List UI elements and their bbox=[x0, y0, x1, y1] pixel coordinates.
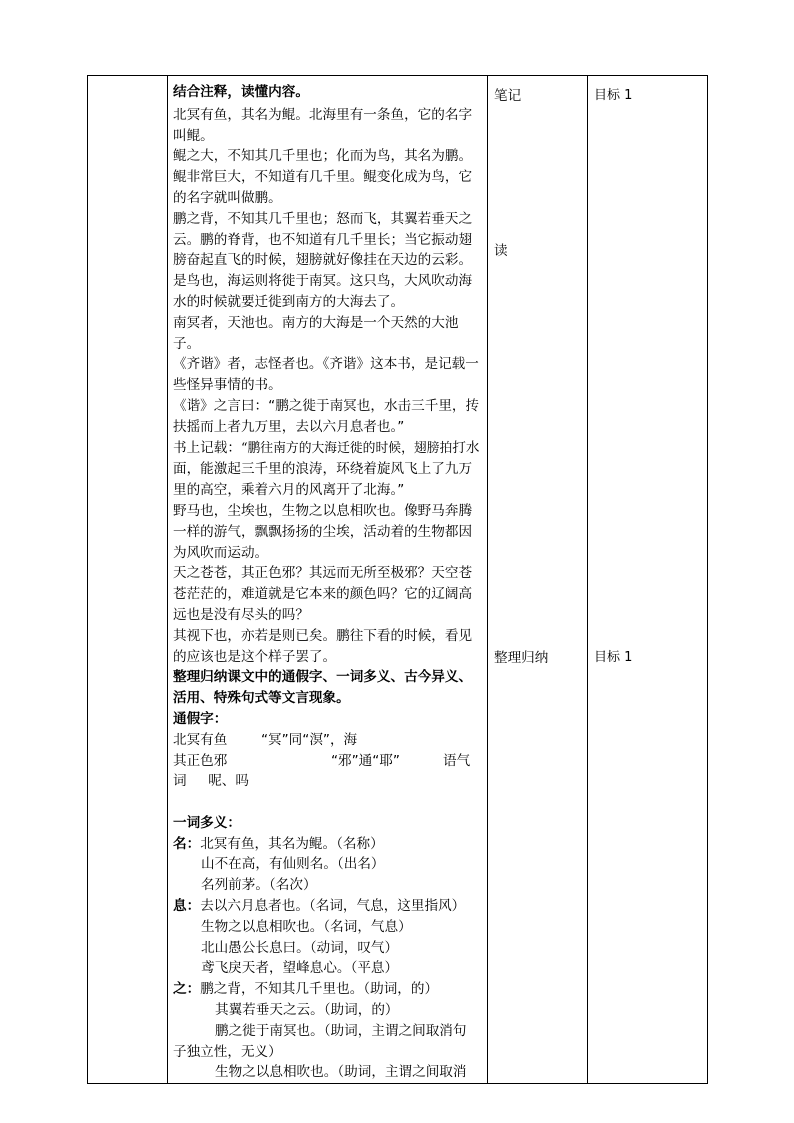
yici-line: 鹏之背，不知其几千里也。（助词，的） bbox=[200, 981, 439, 998]
yici-entry bbox=[173, 896, 483, 917]
paragraph: 其视下也，亦若是则已矣。鹏往下看的时候，看见的应该也是这个样子罢了。 bbox=[173, 627, 473, 665]
paragraph: 是鸟也，海运则将徙于南冥。这只鸟，大风吹动海水的时候就要迁徙到南方的大海去了。 bbox=[173, 273, 473, 310]
paragraph: 天之苍苍，其正色邪？其远而无所至极邪？天空苍苍茫茫的，难道就是它本来的颜色吗？它的辽阔高远也是没有尽头的吗？ bbox=[173, 565, 473, 623]
paragraph: 野马也，尘埃也，生物之以息相吹也。像野马奔腾一样的游气，飘飘扬扬的尘埃，活动着的生物都因为风吹而运动。 bbox=[173, 502, 473, 561]
quote-prefix: 书上记载： bbox=[173, 439, 241, 456]
quote-text: “鹏往南方的大海迁徙的时候，翅膀拍 bbox=[240, 440, 453, 456]
heading-read: 结合注释，读懂内容。 bbox=[173, 84, 309, 100]
paragraph: 鹏之背，不知其几千里也；怒而飞，其翼若垂天之云。鹏的脊背，也不知道有几千里长；当它振动翅膀奋起直飞的时候，翅膀就好像挂在天边的云彩。 bbox=[173, 210, 473, 269]
paragraph-quote bbox=[173, 438, 483, 501]
yici-line: 北山愚公长息曰。（动词，叹气） bbox=[201, 939, 399, 956]
heading-summary: 整理归纳课文中的通假字、一词多义、古今异义、活用、特殊句式等文言现象。 bbox=[173, 669, 473, 707]
goal-column bbox=[588, 76, 708, 1084]
label-notes: 笔记 bbox=[494, 88, 522, 104]
label-read: 读 bbox=[494, 243, 508, 259]
content-column bbox=[168, 76, 488, 1084]
yici-line: 鹏之徙于南冥也。（助词，主谓之间取消句 bbox=[215, 1022, 467, 1039]
yici-line: 生物之以息相吹也。（助词，主谓之间取消 bbox=[215, 1064, 467, 1081]
yici-line: 其翼若垂天之云。（助词，的） bbox=[215, 1002, 399, 1019]
activity-column bbox=[488, 76, 588, 1084]
yici-line: 北冥有鱼，其名为鲲。（名称） bbox=[200, 835, 384, 852]
label-summarize: 整理归纳 bbox=[494, 650, 549, 666]
yici-line: 去以六月息者也。（名词，气息，这里指风） bbox=[200, 898, 466, 915]
lesson-plan-table bbox=[87, 75, 708, 1084]
yici-head: 息： bbox=[173, 898, 201, 915]
yici-head: 名： bbox=[173, 835, 201, 852]
paragraph: 《齐谐》者，志怪者也。《齐谐》这本书，是记载一些怪异事情的书。 bbox=[173, 356, 479, 394]
blank-line bbox=[173, 792, 483, 813]
paragraph: 北冥有鱼，其名为鲲。北海里有一条鱼，它的名字叫鲲。 bbox=[173, 106, 473, 144]
tongjia-row bbox=[173, 730, 483, 751]
paragraph: 南冥者，天池也。南方的大海是一个天然的大池子。 bbox=[173, 314, 459, 352]
empty-first-column bbox=[88, 76, 168, 1084]
tongjia-note: “冥”同“溟”，海 bbox=[261, 731, 358, 748]
paragraph: 《谐》之言曰：“鹏之徙于南冥也，水击三千里，抟扶摇而上者九万里，去以六月息者也。” bbox=[173, 397, 480, 435]
tongjia-word: 其正色邪 bbox=[173, 752, 228, 769]
tongjia-title: 通假字： bbox=[173, 710, 228, 727]
yici-line: 名列前茅。（名次） bbox=[201, 877, 317, 894]
tongjia-row bbox=[173, 751, 483, 772]
yici-head: 之： bbox=[173, 981, 201, 998]
yici-entry bbox=[173, 979, 483, 1000]
tongjia-word: 北冥有鱼 bbox=[173, 731, 228, 748]
tongjia-continuation: 词 呢、吗 bbox=[173, 773, 249, 790]
yici-title: 一词多义： bbox=[173, 814, 241, 831]
yici-line: 子独立性，无义） bbox=[173, 1043, 282, 1060]
yici-line: 鸢飞戾天者，望峰息心。（平息） bbox=[201, 960, 399, 977]
quote-rest: 打水面，能激起三千里的浪涛，环绕着旋风飞上了九万里的高空，乘着六月的风离开了北海。” bbox=[173, 439, 480, 499]
paragraph: 鲲之大，不知其几千里也；化而为鸟，其名为鹏。鲲非常巨大，不知道有几千里。鲲变化成为鸟，它的名字就叫做鹏。 bbox=[173, 148, 473, 206]
label-goal: 目标 1 bbox=[594, 88, 633, 103]
tongjia-extra: 语气 bbox=[443, 752, 471, 769]
label-goal: 目标 1 bbox=[594, 650, 633, 665]
yici-entry bbox=[173, 834, 483, 855]
yici-line: 山不在高，有仙则名。（出名） bbox=[201, 856, 385, 873]
yici-line: 生物之以息相吹也。（名词，气息） bbox=[201, 918, 412, 935]
tongjia-note: “邪”通“耶” bbox=[331, 752, 400, 769]
